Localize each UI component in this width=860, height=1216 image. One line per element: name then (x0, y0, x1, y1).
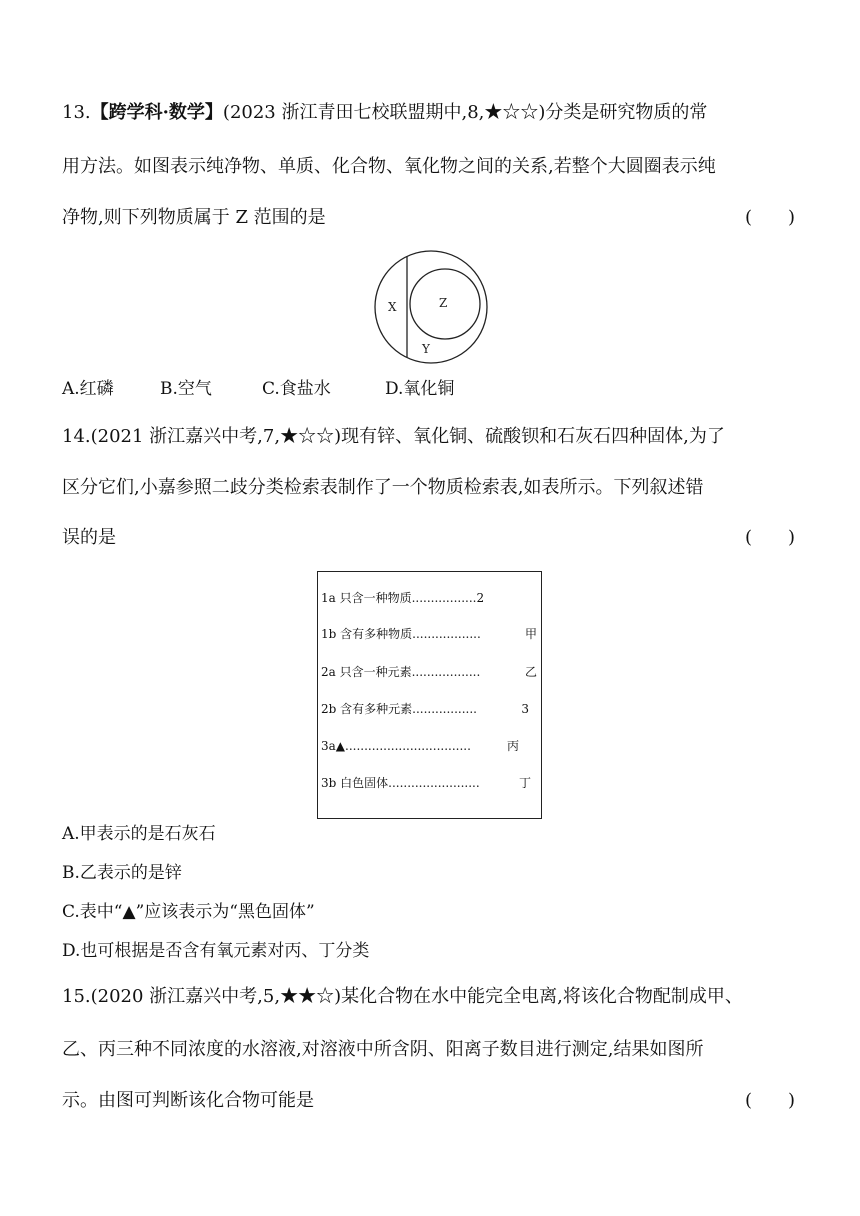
q14-option-d: D.也可根据是否含有氧元素对丙、丁分类 (62, 941, 370, 961)
q13-line-2: 用方法。如图表示纯净物、单质、化合物、氧化物之间的关系,若整个大圆圈表示纯 (62, 156, 716, 177)
key-row-result: 甲 (524, 627, 537, 641)
label-x: X (388, 300, 397, 314)
key-row (321, 775, 537, 791)
key-row-result: 丁 (518, 776, 531, 790)
q15-line-1: 15.(2020 浙江嘉兴中考,5,★★☆)某化合物在水中能完全电离,将该化合物配制成甲、 (62, 986, 743, 1007)
key-row (321, 701, 537, 717)
label-y: Y (422, 342, 430, 356)
q13-option-a: A.红磷 (62, 379, 114, 399)
key-row-text: 1b 含有多种物质.................. (321, 627, 481, 641)
q14-line-3: 误的是 (62, 527, 116, 548)
key-row-text: 3a▲................................. (321, 739, 471, 753)
q15-answer-bracket: ( ) (745, 1090, 796, 1111)
key-row-text: 2b 含有多种元素................. (321, 702, 477, 716)
key-row (321, 664, 537, 680)
q13-tag: 【跨学科·数学】 (90, 102, 223, 123)
key-row-result: 乙 (524, 665, 537, 679)
q13-line-1-rest: (2023 浙江青田七校联盟期中,8,★☆☆)分类是研究物质的常 (222, 102, 708, 123)
key-row (321, 738, 537, 754)
q13-option-d: D.氧化铜 (385, 379, 455, 399)
q14-line-1: 14.(2021 浙江嘉兴中考,7,★☆☆)现有锌、氧化铜、硫酸钡和石灰石四种固体,为了 (62, 426, 725, 447)
q14-option-c: C.表中“▲”应该表示为“黑色固体” (62, 902, 315, 922)
q13-option-b: B.空气 (160, 379, 212, 399)
key-row (321, 590, 537, 606)
q13-line-3: 净物,则下列物质属于 Z 范围的是 (62, 207, 326, 228)
q15-line-3: 示。由图可判断该化合物可能是 (62, 1090, 314, 1111)
key-row-text: 1a 只含一种物质.................2 (321, 591, 485, 605)
q15-line-2: 乙、丙三种不同浓度的水溶液,对溶液中所含阴、阳离子数目进行测定,结果如图所 (62, 1039, 704, 1060)
key-row (321, 626, 537, 642)
key-row-result: 丙 (506, 739, 519, 753)
q14-answer-bracket: ( ) (745, 527, 796, 548)
q14-option-a: A.甲表示的是石灰石 (62, 824, 216, 844)
q13-option-c: C.食盐水 (262, 379, 331, 399)
q14-option-b: B.乙表示的是锌 (62, 863, 182, 883)
key-row-text: 2a 只含一种元素.................. (321, 665, 481, 679)
q14-line-2: 区分它们,小嘉参照二歧分类检索表制作了一个物质检索表,如表所示。下列叙述错 (62, 477, 704, 498)
q13-line-1 (62, 101, 707, 125)
key-row-result: 3 (521, 702, 529, 716)
key-row-text: 3b 白色固体........................ (321, 776, 480, 790)
q13-answer-bracket: ( ) (745, 207, 796, 228)
dichotomous-key-table (317, 571, 542, 819)
venn-diagram (370, 249, 492, 367)
label-z: Z (439, 296, 448, 310)
q13-number: 13. (62, 102, 91, 123)
